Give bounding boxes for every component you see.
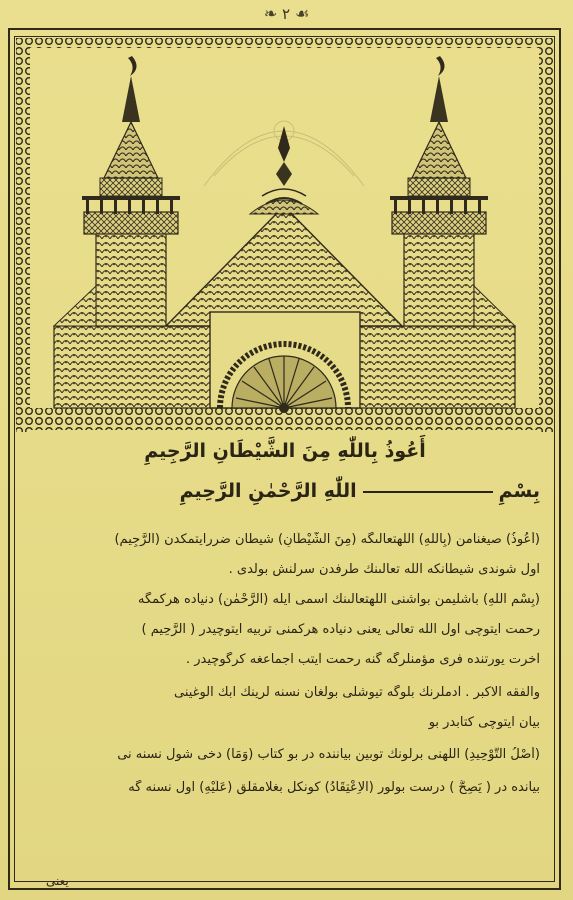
catchword: يعنى: [46, 874, 69, 888]
right-chain-border: [539, 38, 553, 432]
basmala-heading: [30, 480, 540, 502]
body-line-6: والفقه الاكبر . آدملرنك بلوگه تيوشلى بولغان نسنه لرينك ابك الوغينى: [173, 685, 540, 700]
body-line-8: (أَصْلُ التَّوْحِيدِ) اللهنى برلونك توبين بياننده در بو كتاب (وَمَا) دخى شول نسنه نى: [117, 747, 540, 762]
body-line-7: بيان ايتوچى كتابدر بو: [428, 715, 540, 730]
central-dome: [166, 126, 402, 326]
right-ornament-icon: ☙: [294, 4, 310, 23]
top-chain-border: [16, 38, 553, 48]
right-minaret: [390, 56, 515, 326]
left-minaret: [54, 56, 180, 326]
taawwudh-heading: أَعُوذُ بِاللّٰهِ مِنَ الشَّيْطَانِ الرَّجِيمِ: [144, 440, 426, 462]
body-line-3: (بِسْمِ اللّٰهِ) باشليمن بواشنى اللهتعالىنك اسمى ايله (الرَّحْمٰنِ) دنياده هركمگه: [137, 592, 540, 607]
basmala-bism: بِسْمِ: [498, 480, 540, 502]
left-chain-border: [16, 38, 30, 432]
body-line-9: بيانده در ( يَصِحُّ ) درست بولور (الْاِعْتِقَادُ) كونكل بغلامقلق (عَلَيْهِ) اول نسنه گه: [128, 780, 540, 795]
mosque-illustration: [14, 36, 555, 434]
basmala-rule: [363, 491, 493, 493]
body-line-5: آخرت يورتنده فرى مؤمنلرگه گنه رحمت ايتب اجماعغه كرگوچيدر .: [186, 652, 540, 667]
body-line-2: اول شوندى شيطانكه الله تعالىنك طرفدن سرلنش بولدى .: [228, 562, 540, 577]
basmala-rest: اللّٰهِ الرَّحْمٰنِ الرَّحِيمِ: [179, 480, 357, 502]
page-number-header: [0, 4, 573, 23]
body-line-4: رحمت ايتوچى اول الله تعالى يعنى دنياده هركمنى تربيه ايتوچيدر ( الرَّحِيمِ ): [141, 622, 540, 637]
body-line-1: (أَعُوذُ) صيغنامن (بِاللّٰهِ) اللهتعالىگه (مِنَ الشَّيْطَانِ) شيطان ضررايتمكدن (الرَّجِيمِ): [114, 532, 540, 547]
left-ornament-icon: ❧: [263, 4, 278, 23]
page-number: ٢: [282, 5, 291, 23]
central-arch: [210, 312, 360, 413]
